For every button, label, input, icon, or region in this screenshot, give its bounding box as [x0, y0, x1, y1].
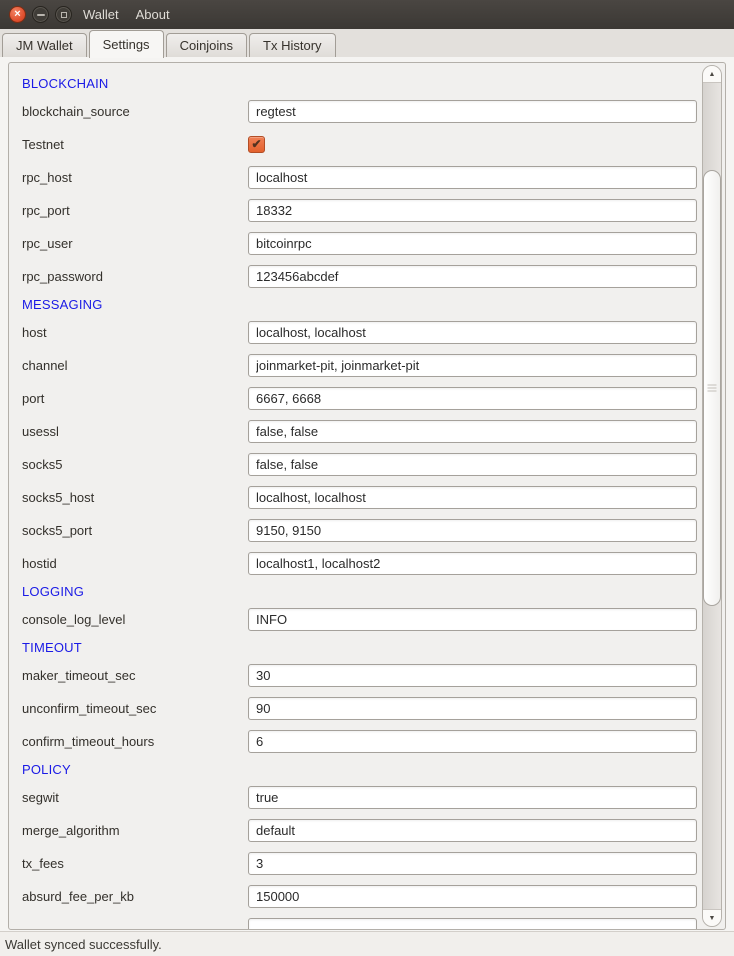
tab-tx-history[interactable]: Tx History — [249, 33, 336, 57]
field-label: rpc_port — [22, 203, 70, 218]
field-label: rpc_host — [22, 170, 72, 185]
field-label: unconfirm_timeout_sec — [22, 701, 157, 716]
section-header: TIMEOUT — [22, 640, 82, 655]
field-label: merge_algorithm — [22, 823, 120, 838]
confirm_timeout_hours-input[interactable] — [248, 730, 697, 753]
merge_algorithm-input[interactable] — [248, 819, 697, 842]
field-label: console_log_level — [22, 612, 126, 627]
field-row — [9, 194, 701, 227]
section-header: LOGGING — [22, 584, 85, 599]
maximize-icon — [61, 12, 67, 18]
settings-page — [0, 57, 734, 932]
field-row — [9, 514, 701, 547]
scroll-up-button[interactable] — [703, 66, 721, 83]
field-label: Testnet — [22, 137, 64, 152]
testnet-checkbox[interactable] — [248, 136, 265, 153]
tx_fees-input[interactable] — [248, 852, 697, 875]
console_log_level-input[interactable] — [248, 608, 697, 631]
field-label: tx_fees — [22, 856, 64, 871]
minimize-icon — [37, 14, 45, 16]
field-label: rpc_password — [22, 269, 103, 284]
scrollbar-grip-icon — [708, 383, 717, 394]
arrow-down-icon: ▼ — [708, 914, 716, 922]
field-label: absurd_fee_per_kb — [22, 889, 135, 904]
scroll-down-button[interactable] — [703, 909, 721, 926]
settings-form — [9, 63, 701, 930]
status-bar — [0, 931, 734, 956]
menu-about[interactable]: About — [135, 7, 170, 22]
usessl-input[interactable] — [248, 420, 697, 443]
unconfirm_timeout_sec-input[interactable] — [248, 697, 697, 720]
field-row — [9, 659, 701, 692]
field-label: maker_timeout_sec — [22, 668, 136, 683]
host-input[interactable] — [248, 321, 697, 344]
field-label: socks5_port — [22, 523, 93, 538]
section-header: POLICY — [22, 762, 71, 777]
field-row — [9, 692, 701, 725]
scrollbar-track[interactable] — [702, 65, 722, 927]
rpc_password-input[interactable] — [248, 265, 697, 288]
field-row — [9, 415, 701, 448]
vertical-scrollbar[interactable] — [701, 63, 725, 929]
tab-coinjoins[interactable]: Coinjoins — [166, 33, 247, 57]
next-field-input[interactable] — [248, 918, 697, 930]
settings-scroll-area — [8, 62, 726, 930]
field-row — [9, 227, 701, 260]
field-label: segwit — [22, 790, 59, 805]
menu-wallet[interactable]: Wallet — [83, 7, 119, 22]
field-label: socks5_host — [22, 490, 95, 505]
status-message: Wallet synced successfully. — [5, 936, 162, 952]
socks5-input[interactable] — [248, 453, 697, 476]
close-button[interactable]: × — [9, 6, 26, 23]
scrollbar-thumb[interactable] — [703, 170, 721, 606]
rpc_host-input[interactable] — [248, 166, 697, 189]
field-label: usessl — [22, 424, 59, 439]
field-label: channel — [22, 358, 68, 373]
minimize-button[interactable] — [32, 6, 49, 23]
field-label: blockchain_source — [22, 104, 130, 119]
field-row — [9, 725, 701, 758]
field-label: host — [22, 325, 47, 340]
field-row — [9, 128, 701, 161]
field-row — [9, 260, 701, 293]
maker_timeout_sec-input[interactable] — [248, 664, 697, 687]
field-row — [9, 847, 701, 880]
field-row — [9, 382, 701, 415]
maximize-button[interactable] — [55, 6, 72, 23]
field-row — [9, 913, 701, 930]
menubar — [83, 7, 170, 22]
tab-settings[interactable]: Settings — [89, 30, 164, 58]
field-row — [9, 349, 701, 382]
socks5_port-input[interactable] — [248, 519, 697, 542]
section-header: BLOCKCHAIN — [22, 76, 109, 91]
check-icon: ✔ — [251, 137, 262, 151]
field-label: socks5 — [22, 457, 63, 472]
socks5_host-input[interactable] — [248, 486, 697, 509]
field-row — [9, 781, 701, 814]
field-label: port — [22, 391, 45, 406]
hostid-input[interactable] — [248, 552, 697, 575]
field-row — [9, 316, 701, 349]
field-row — [9, 880, 701, 913]
rpc_user-input[interactable] — [248, 232, 697, 255]
field-label: confirm_timeout_hours — [22, 734, 155, 749]
field-label: rpc_user — [22, 236, 73, 251]
blockchain_source-input[interactable] — [248, 100, 697, 123]
field-row — [9, 95, 701, 128]
field-row — [9, 603, 701, 636]
field-row — [9, 448, 701, 481]
field-row — [9, 814, 701, 847]
arrow-up-icon: ▲ — [708, 70, 716, 78]
absurd_fee_per_kb-input[interactable] — [248, 885, 697, 908]
port-input[interactable] — [248, 387, 697, 410]
rpc_port-input[interactable] — [248, 199, 697, 222]
tab-bar — [0, 29, 734, 58]
channel-input[interactable] — [248, 354, 697, 377]
field-row — [9, 547, 701, 580]
section-header: MESSAGING — [22, 297, 103, 312]
field-row — [9, 481, 701, 514]
field-label: hostid — [22, 556, 57, 571]
titlebar — [0, 0, 734, 29]
tab-jm-wallet[interactable]: JM Wallet — [2, 33, 87, 57]
field-row — [9, 161, 701, 194]
segwit-input[interactable] — [248, 786, 697, 809]
window-controls — [9, 6, 72, 23]
